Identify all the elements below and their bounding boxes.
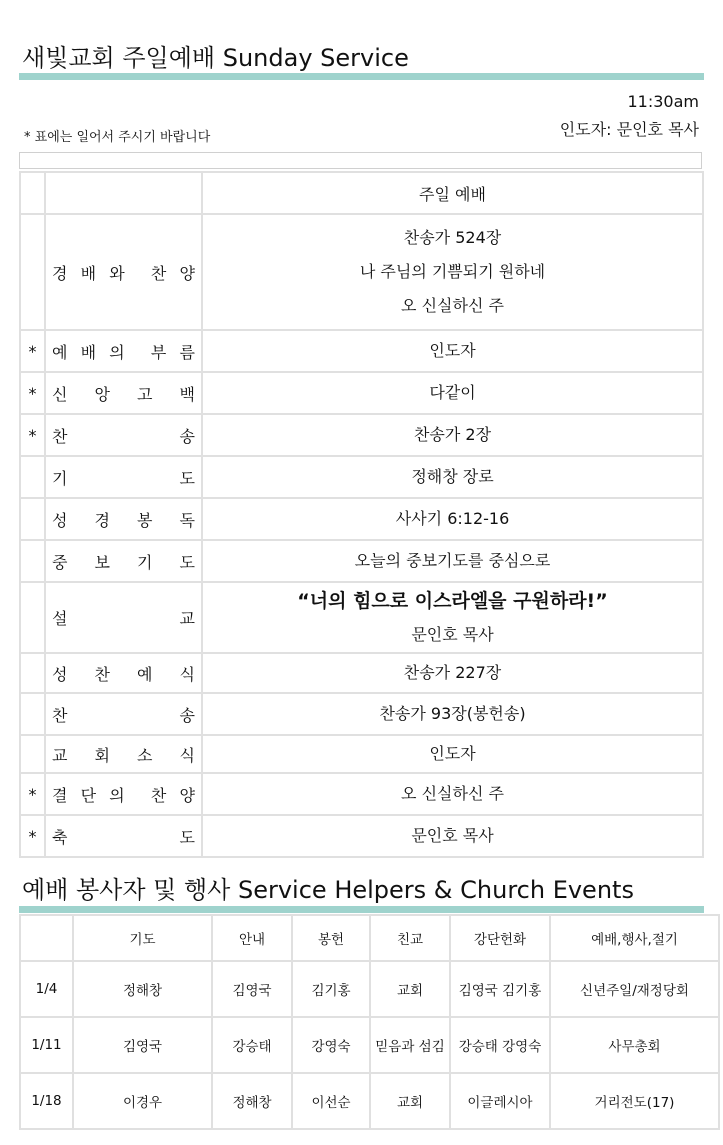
events-date-cell: 1/18 — [20, 1073, 73, 1129]
order-label-char: 찬 — [150, 263, 167, 283]
order-content-line: 문인호 목사 — [411, 826, 494, 845]
order-label-char: 도 — [179, 827, 195, 847]
events-cell: 믿음과 섬김 — [370, 1017, 450, 1073]
events-date-cell: 1/11 — [20, 1017, 73, 1073]
order-content-line: 오늘의 중보기도를 중심으로 — [354, 551, 551, 570]
events-row — [20, 1017, 719, 1073]
order-row — [20, 815, 703, 857]
events-column-header: 친교 — [370, 915, 450, 961]
order-label-char: 중 — [52, 552, 68, 572]
title-divider — [19, 73, 704, 80]
order-label-char: 도 — [179, 468, 195, 488]
order-label-char: 교 — [52, 745, 68, 765]
order-row — [20, 540, 703, 582]
events-cell: 정해창 — [73, 961, 212, 1017]
events-table — [19, 914, 720, 1130]
order-content-line: 인도자 — [429, 341, 476, 360]
order-label-char: 교 — [179, 609, 195, 628]
service-time: 11:30am — [627, 92, 699, 111]
order-row — [20, 330, 703, 372]
order-content-cell — [202, 414, 703, 456]
events-cell: 김기홍 — [292, 961, 370, 1017]
order-label-char: 찬 — [150, 785, 167, 805]
order-label-char: 앙 — [94, 384, 110, 404]
order-label-char: 결 — [52, 785, 68, 805]
order-label-char: 고 — [137, 384, 153, 404]
events-title: 예배 봉사자 및 행사 Service Helpers & Church Events — [22, 876, 634, 904]
order-label — [52, 550, 195, 573]
order-content-cell — [202, 735, 703, 773]
events-column-header: 봉헌 — [292, 915, 370, 961]
standing-star: * — [20, 773, 45, 815]
order-content-cell — [202, 815, 703, 857]
order-label-cell — [45, 498, 202, 540]
order-label-char: 독 — [179, 510, 195, 530]
events-cell: 김영국 — [212, 961, 292, 1017]
page-title: 새빛교회 주일예배 Sunday Service — [22, 44, 409, 72]
order-row — [20, 498, 703, 540]
order-label-char: 름 — [179, 342, 195, 362]
order-label — [52, 783, 195, 806]
order-label — [52, 466, 195, 489]
order-header-label-cell — [45, 172, 202, 214]
events-divider — [19, 906, 704, 913]
events-row — [20, 961, 719, 1017]
order-label-cell — [45, 815, 202, 857]
events-cell: 사무총회 — [550, 1017, 719, 1073]
events-cell: 교회 — [370, 961, 450, 1017]
order-row — [20, 214, 703, 330]
order-row — [20, 414, 703, 456]
order-label-char: 신 — [52, 384, 68, 404]
events-cell: 거리전도(17) — [550, 1073, 719, 1129]
order-content-line: 정해창 장로 — [411, 467, 494, 486]
events-cell: 강영숙 — [292, 1017, 370, 1073]
order-content-cell — [202, 693, 703, 735]
order-content-line: 사사기 6:12-16 — [395, 509, 510, 528]
standing-star — [20, 456, 45, 498]
standing-note: * 표에는 일어서 주시기 바랍니다 — [24, 130, 211, 145]
order-content-line: 찬송가 93장(봉헌송) — [379, 704, 526, 723]
order-content-cell — [202, 498, 703, 540]
order-label — [52, 424, 195, 447]
sermon-title: “너의 힘으로 이스라엘을 구원하라!” — [297, 589, 608, 612]
events-cell: 강승태 강영숙 — [450, 1017, 550, 1073]
order-row — [20, 735, 703, 773]
order-label-char: 와 — [109, 263, 125, 283]
order-label-char: 성 — [52, 664, 68, 684]
order-content-line: 다같이 — [429, 383, 476, 402]
events-column-header: 예배,행사,절기 — [550, 915, 719, 961]
order-row — [20, 773, 703, 815]
events-cell: 김영국 김기홍 — [450, 961, 550, 1017]
order-row — [20, 456, 703, 498]
order-header-star-cell — [20, 172, 45, 214]
order-of-worship-table — [19, 171, 704, 858]
order-label — [52, 261, 195, 284]
events-column-header: 기도 — [73, 915, 212, 961]
order-content-line: 나 주님의 기쁨되기 원하네 — [359, 262, 546, 281]
order-content-line: 인도자 — [429, 744, 476, 763]
order-label-cell — [45, 773, 202, 815]
order-label-cell — [45, 456, 202, 498]
order-content-cell — [202, 653, 703, 693]
order-content-cell — [202, 372, 703, 414]
order-label-char: 배 — [80, 263, 97, 283]
order-label-cell — [45, 653, 202, 693]
order-row — [20, 693, 703, 735]
events-header-row — [20, 915, 719, 961]
order-label — [52, 340, 195, 363]
order-label-cell — [45, 693, 202, 735]
order-label-char: 기 — [52, 468, 68, 488]
order-label-char: 단 — [80, 785, 97, 805]
order-content-cell — [202, 773, 703, 815]
order-label-cell — [45, 414, 202, 456]
order-label-cell — [45, 582, 202, 653]
order-content-line: 오 신실하신 주 — [401, 784, 504, 803]
order-label-cell — [45, 372, 202, 414]
order-label-char: 찬 — [52, 705, 68, 725]
order-content-cell — [202, 540, 703, 582]
events-cell: 신년주일/재정당회 — [550, 961, 719, 1017]
order-label — [52, 508, 195, 531]
order-label-char: 기 — [137, 552, 153, 572]
order-label — [52, 382, 195, 405]
order-label-char: 식 — [179, 664, 195, 684]
events-cell: 정해창 — [212, 1073, 292, 1129]
order-label-char: 회 — [94, 745, 110, 765]
order-label-char: 설 — [52, 609, 68, 628]
standing-star — [20, 498, 45, 540]
order-label-char: 송 — [179, 426, 195, 446]
order-label-char: 백 — [179, 384, 195, 404]
order-label-char: 소 — [137, 745, 153, 765]
order-label — [52, 662, 195, 685]
standing-star — [20, 540, 45, 582]
order-label-cell — [45, 540, 202, 582]
order-label-char: 식 — [179, 745, 195, 765]
order-label-char: 송 — [179, 705, 195, 725]
events-cell: 강승태 — [212, 1017, 292, 1073]
standing-star — [20, 214, 45, 330]
order-label — [52, 703, 195, 726]
order-label-char: 의 — [109, 785, 125, 805]
order-label-cell — [45, 330, 202, 372]
events-cell: 김영국 — [73, 1017, 212, 1073]
order-label-char: 보 — [94, 552, 110, 572]
events-cell: 이선순 — [292, 1073, 370, 1129]
order-content-line: 찬송가 2장 — [413, 425, 492, 444]
order-label-char: 양 — [179, 263, 195, 283]
order-row — [20, 582, 703, 653]
blank-header-row — [19, 152, 702, 169]
standing-star — [20, 735, 45, 773]
order-content-cell — [202, 214, 703, 330]
order-label-char: 부 — [150, 342, 167, 362]
order-label-cell — [45, 735, 202, 773]
order-row — [20, 653, 703, 693]
service-leader: 인도자: 문인호 목사 — [559, 120, 699, 139]
order-content-line: 문인호 목사 — [411, 624, 494, 644]
standing-star — [20, 653, 45, 693]
standing-star: * — [20, 372, 45, 414]
order-label-char: 배 — [80, 342, 97, 362]
order-label — [52, 606, 195, 629]
events-cell: 교회 — [370, 1073, 450, 1129]
order-label-char: 경 — [94, 510, 110, 530]
events-row — [20, 1073, 719, 1129]
order-label-cell — [45, 214, 202, 330]
order-label-char: 축 — [52, 827, 68, 847]
order-content-cell — [202, 582, 703, 653]
events-column-header: 안내 — [212, 915, 292, 961]
order-label-char: 양 — [179, 785, 195, 805]
events-cell: 이경우 — [73, 1073, 212, 1129]
standing-star: * — [20, 330, 45, 372]
order-label-char: 성 — [52, 510, 68, 530]
standing-star: * — [20, 815, 45, 857]
events-column-header — [20, 915, 73, 961]
standing-star — [20, 693, 45, 735]
events-date-cell: 1/4 — [20, 961, 73, 1017]
order-label-char: 경 — [52, 263, 68, 283]
order-label — [52, 825, 195, 848]
standing-star: * — [20, 414, 45, 456]
order-content-cell — [202, 456, 703, 498]
order-label-char: 찬 — [94, 664, 110, 684]
order-content-line: 찬송가 227장 — [403, 663, 502, 682]
order-label — [52, 743, 195, 766]
order-header-row — [20, 172, 703, 214]
order-header-cell: 주일 예배 — [202, 172, 703, 214]
order-label-char: 찬 — [52, 426, 68, 446]
order-label-char: 예 — [52, 342, 68, 362]
order-label-char: 도 — [179, 552, 195, 572]
order-label-char: 의 — [109, 342, 125, 362]
events-column-header: 강단헌화 — [450, 915, 550, 961]
order-content-line: 오 신실하신 주 — [401, 296, 504, 315]
order-label-char: 예 — [137, 664, 153, 684]
standing-star — [20, 582, 45, 653]
events-cell: 이글레시아 — [450, 1073, 550, 1129]
order-label-char: 봉 — [137, 510, 153, 530]
order-content-cell — [202, 330, 703, 372]
order-content-line: 찬송가 524장 — [403, 228, 502, 247]
order-row — [20, 372, 703, 414]
